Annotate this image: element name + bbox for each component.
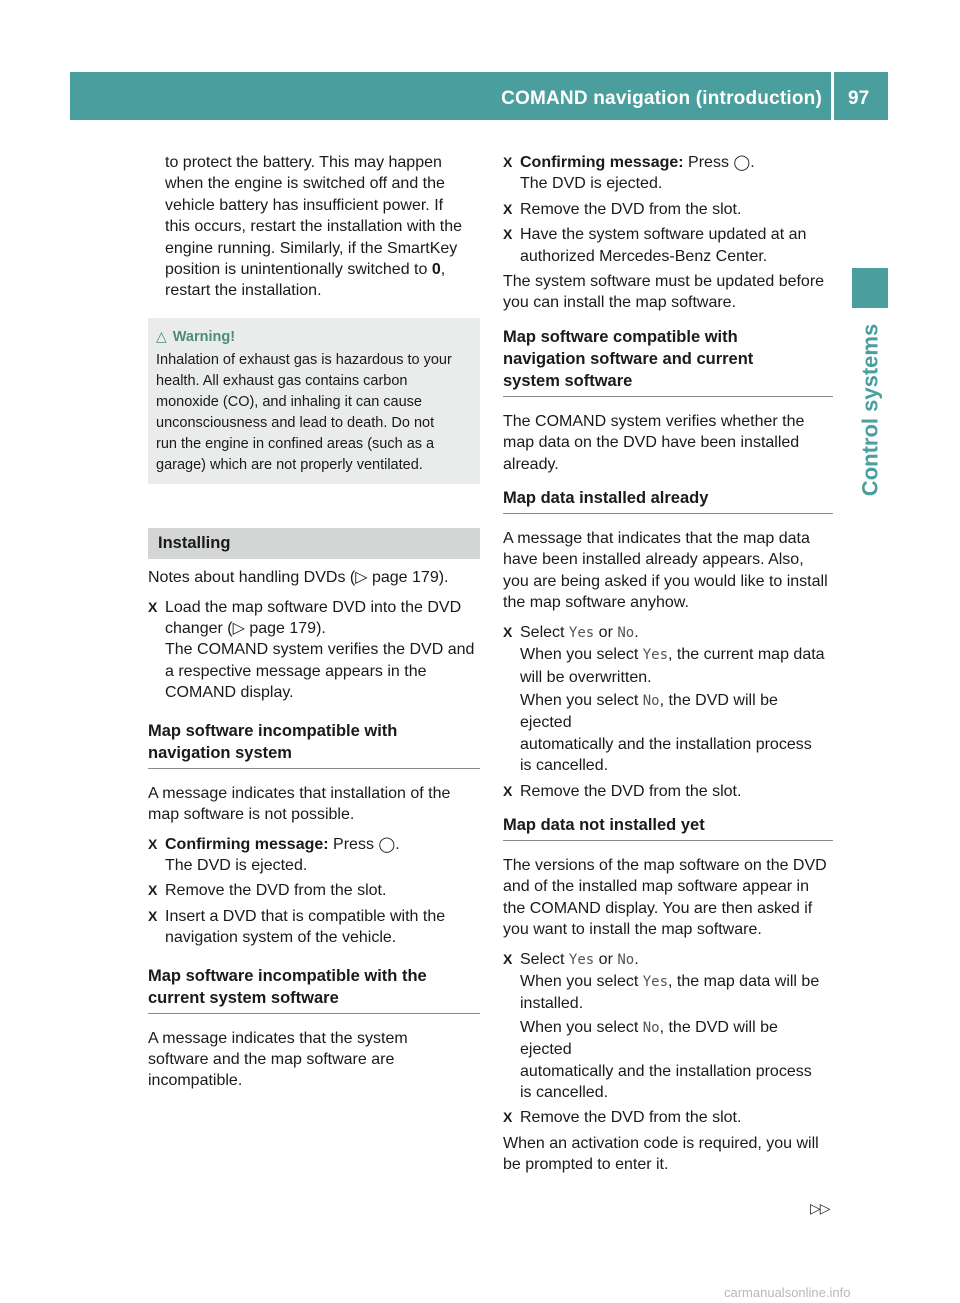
bold-label: Confirming message: [165, 835, 329, 853]
text-line: is cancelled. [520, 757, 609, 775]
instruction-step [503, 781, 833, 802]
section-body [503, 528, 833, 614]
section-body [148, 783, 480, 826]
text-line: is cancelled. [520, 1084, 609, 1101]
warning-line: health. All exhaust gas contains carbon [156, 372, 408, 389]
text-span: . [634, 623, 639, 641]
subheading-line: Map software compatible with [503, 327, 738, 346]
text-line: Remove the DVD from the slot. [520, 200, 742, 218]
text-line: Confirming message: Press ◯. [165, 835, 400, 853]
step-arrow-icon: X [148, 598, 158, 615]
text-line: A message indicates that the system [148, 1029, 408, 1047]
step-arrow-icon: X [503, 950, 513, 967]
controller-press-icon: ◯ [733, 154, 751, 171]
text-span: When you select [520, 646, 643, 664]
warning-title: Warning! [172, 328, 236, 345]
text-span: , [440, 261, 446, 279]
option-no: No [642, 1019, 660, 1036]
instruction-step [503, 199, 833, 220]
instruction-step [148, 906, 480, 949]
text-line: Have the system software updated at an [520, 226, 807, 244]
instruction-step [148, 834, 480, 877]
step-arrow-icon: X [503, 623, 513, 640]
text-line: Remove the DVD from the slot. [165, 882, 387, 900]
instruction-step [503, 622, 833, 777]
notes-line [148, 567, 480, 588]
warning-line: monoxide (CO), and inhaling it can cause [156, 393, 422, 410]
text-line: map software is not possible. [148, 806, 355, 824]
text-line: The DVD is ejected. [165, 856, 308, 874]
text-line: when the engine is switched off and the [165, 175, 445, 193]
continue-arrows-icon: ▷▷ [810, 1200, 830, 1216]
option-yes: Yes [568, 951, 595, 968]
text-span: position is unintentionally switched to [165, 261, 432, 279]
text-line [520, 622, 833, 644]
option-yes: Yes [642, 973, 669, 990]
option-no: No [617, 951, 635, 968]
step-arrow-icon: X [503, 226, 513, 243]
text-line [520, 644, 833, 666]
subheading-line: navigation system [148, 743, 292, 762]
text-span: or [594, 623, 618, 641]
right-column [503, 152, 833, 1184]
subheading-line: Map software incompatible with [148, 721, 398, 740]
page-title: COMAND navigation (introduction) [501, 88, 822, 109]
text-line: changer (▷ page 179). [165, 620, 326, 638]
subheading-line: current system software [148, 988, 339, 1007]
step-arrow-icon: X [503, 200, 513, 217]
text-line: automatically and the installation process [520, 1062, 812, 1080]
text-line [520, 690, 833, 734]
text-line: installed. [520, 995, 584, 1013]
step-arrow-icon: X [503, 1109, 513, 1126]
text-line: incompatible. [148, 1072, 243, 1090]
text-line: you want to install the map software. [503, 921, 762, 939]
instruction-step [148, 880, 480, 901]
text-span: . [634, 950, 639, 968]
step-arrow-icon: X [503, 782, 513, 799]
text-span: , the current map data [668, 646, 825, 664]
option-no: No [642, 692, 660, 709]
text-line: the map software anyhow. [503, 594, 689, 612]
text-line [520, 971, 833, 993]
section-body [148, 1028, 480, 1092]
position-zero: 0 [431, 261, 441, 279]
text-line: be prompted to enter it. [503, 1156, 669, 1174]
text-span: Press [683, 154, 734, 171]
text-line: this occurs, restart the installation with the [165, 218, 463, 236]
subheading-not-installed: Map data not installed yet [503, 814, 833, 841]
text-line: The COMAND system verifies whether the [503, 412, 805, 430]
text-span: Press [328, 835, 379, 853]
subheading-compatible [503, 326, 833, 397]
side-tab [852, 268, 888, 308]
page-reference: ▷ page 179). [355, 569, 449, 587]
text-line: vehicle battery has insufficient power. If [165, 196, 444, 214]
text-line: A message indicates that installation of the [148, 784, 451, 802]
section-body [503, 855, 833, 941]
section-heading-installing: Installing [148, 528, 480, 559]
watermark: carmanualsonline.info [724, 1285, 851, 1300]
warning-line: garage) which are not properly ventilated. [156, 456, 423, 473]
text-line: automatically and the installation process [520, 735, 812, 753]
left-column [148, 152, 480, 1100]
step-arrow-icon: X [503, 154, 513, 170]
warning-heading [156, 326, 472, 348]
text-span: , the DVD will be ejected [520, 1018, 778, 1059]
text-line: Confirming message: Press ◯. [520, 154, 755, 171]
text-span: , the map data will be [668, 972, 820, 990]
text-line: A message that indicates that the map data [503, 530, 810, 548]
text-line: The COMAND system verifies the DVD and [165, 641, 475, 659]
text-line: map data on the DVD have been installed [503, 434, 800, 452]
warning-triangle-icon: △ [156, 327, 167, 344]
subheading-incompatible-navigation [148, 720, 480, 769]
text-span: , the DVD will be ejected [520, 691, 778, 732]
text-line [165, 259, 480, 280]
text-line: Insert a DVD that is compatible with the [165, 907, 446, 925]
option-yes: Yes [642, 647, 669, 664]
warning-box [148, 318, 480, 484]
text-span: or [594, 950, 618, 968]
instruction-step [148, 597, 480, 704]
text-line: The DVD is ejected. [520, 175, 663, 193]
step-arrow-icon: X [148, 835, 158, 852]
text-span: When you select [520, 691, 643, 709]
page-number: 97 [848, 88, 870, 109]
text-span: When you select [520, 972, 643, 990]
bold-label: Confirming message: [520, 154, 684, 171]
update-note [503, 271, 833, 314]
text-line: have been installed already appears. Also, [503, 551, 804, 569]
text-span: Select [520, 623, 569, 641]
text-line: When an activation code is required, you will [503, 1134, 819, 1152]
subheading-line: system software [503, 371, 633, 390]
text-line: COMAND display. [165, 684, 294, 702]
warning-line: Inhalation of exhaust gas is hazardous to your [156, 351, 452, 368]
intro-text [148, 152, 480, 302]
warning-line: run the engine in confined areas (such as a [156, 435, 435, 452]
option-no: No [617, 624, 635, 641]
text-line: Remove the DVD from the slot. [520, 1109, 742, 1127]
text-line: you can install the map software. [503, 294, 737, 312]
step-arrow-icon: X [148, 882, 158, 899]
step-arrow-icon: X [148, 907, 158, 924]
option-yes: Yes [568, 624, 595, 641]
text-line: restart the installation. [165, 282, 322, 300]
text-line: and of the installed map software appear in [503, 878, 809, 896]
text-line: the COMAND display. You are then asked if [503, 899, 813, 917]
text-line: engine running. Similarly, if the SmartKey [165, 239, 458, 257]
text-line: authorized Mercedes-Benz Center. [520, 247, 768, 265]
text-line: already. [503, 455, 559, 473]
text-line [520, 949, 833, 971]
instruction-step [503, 949, 833, 1104]
instruction-step [503, 1107, 833, 1128]
subheading-installed-already: Map data installed already [503, 487, 833, 514]
text-line: software and the map software are [148, 1050, 395, 1068]
text-line: Remove the DVD from the slot. [520, 782, 742, 800]
header-divider [831, 72, 834, 120]
text-line: to protect the battery. This may happen [165, 154, 442, 171]
text-line: will be overwritten. [520, 668, 652, 686]
activation-note [503, 1133, 833, 1176]
text-line: navigation system of the vehicle. [165, 929, 397, 947]
text-span: When you select [520, 1018, 643, 1036]
controller-press-icon: ◯ [378, 835, 396, 853]
text-span: Select [520, 950, 569, 968]
subheading-line: navigation software and current [503, 349, 754, 368]
subheading-line: Map software incompatible with the [148, 966, 427, 985]
section-body [503, 411, 833, 475]
warning-line: unconsciousness and lead to death. Do not [156, 414, 435, 431]
text-line [520, 1017, 833, 1061]
instruction-step [503, 224, 833, 267]
text-line: you are being asked if you would like to install [503, 572, 828, 590]
side-section-label: Control systems [857, 323, 883, 497]
text-span: Notes about handling DVDs ( [148, 569, 356, 587]
text-line: Load the map software DVD into the DVD [165, 598, 462, 616]
subheading-incompatible-system [148, 965, 480, 1014]
text-line: The system software must be updated before [503, 273, 825, 291]
text-line: The versions of the map software on the DVD [503, 856, 827, 874]
text-line: a respective message appears in the [165, 662, 427, 680]
instruction-step [503, 152, 833, 195]
